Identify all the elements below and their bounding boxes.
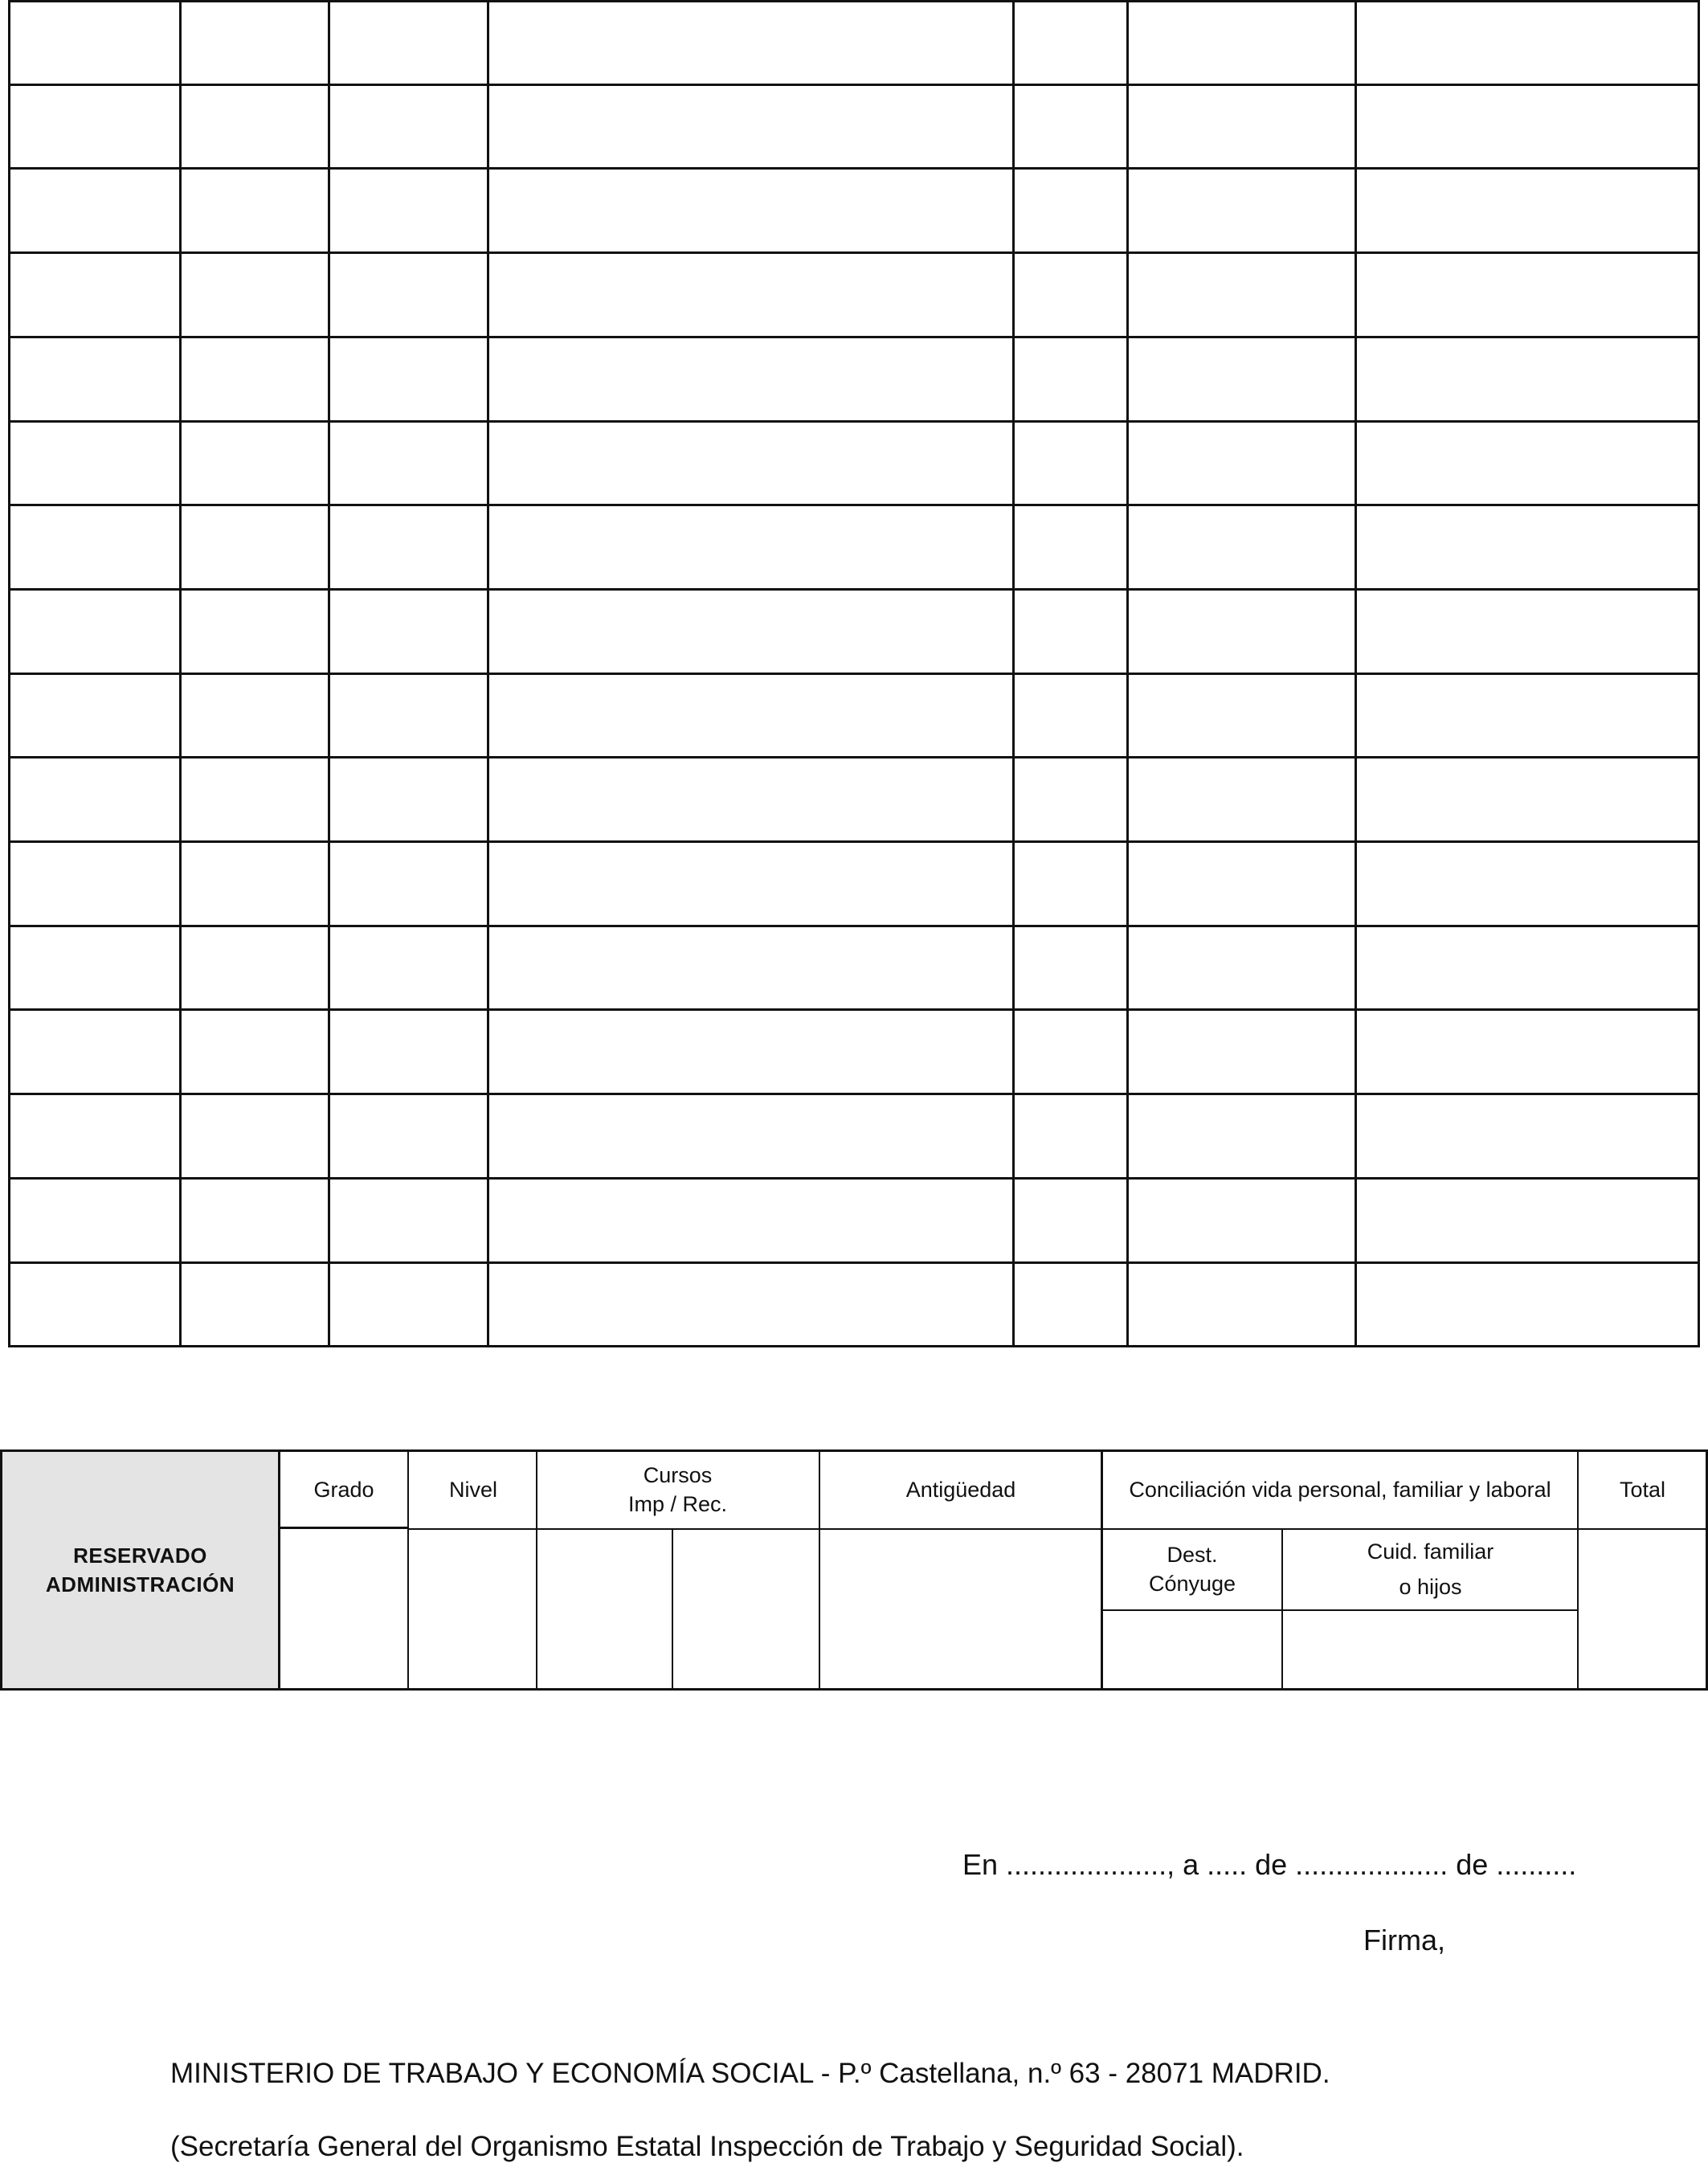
input-nivel[interactable] bbox=[410, 1530, 537, 1688]
table-cell[interactable] bbox=[10, 1095, 179, 1177]
table-cell[interactable] bbox=[10, 843, 179, 925]
place-date-line: En ...................., a ..... de ................... de .......... bbox=[962, 1848, 1577, 1881]
table-cell[interactable] bbox=[1129, 758, 1355, 840]
table-cell[interactable] bbox=[10, 1180, 179, 1261]
header-nivel: Nivel bbox=[448, 1477, 497, 1502]
table-cell[interactable] bbox=[182, 1011, 328, 1093]
table-cell[interactable] bbox=[1357, 86, 1698, 167]
table-cell[interactable] bbox=[1129, 170, 1355, 251]
reserved-admin-label: RESERVADO ADMINISTRACIÓN bbox=[45, 1543, 235, 1597]
table-cell[interactable] bbox=[10, 423, 179, 504]
table-cell[interactable] bbox=[1129, 927, 1355, 1008]
table-cell[interactable] bbox=[1357, 170, 1698, 251]
table-cell[interactable] bbox=[1357, 338, 1698, 420]
table-cell[interactable] bbox=[1015, 338, 1126, 420]
input-cursos-imp[interactable] bbox=[537, 1530, 672, 1688]
table-cell[interactable] bbox=[182, 86, 328, 167]
table-cell[interactable] bbox=[1129, 1011, 1355, 1093]
table-cell[interactable] bbox=[489, 1264, 1012, 1345]
table-cell[interactable] bbox=[489, 254, 1012, 336]
table-cell[interactable] bbox=[489, 591, 1012, 673]
table-cell[interactable] bbox=[489, 843, 1012, 925]
header-grado: Grado bbox=[313, 1477, 374, 1502]
table-cell[interactable] bbox=[10, 170, 179, 251]
table-cell[interactable] bbox=[1129, 338, 1355, 420]
table-cell[interactable] bbox=[489, 423, 1012, 504]
table-cell[interactable] bbox=[489, 86, 1012, 167]
table-cell[interactable] bbox=[10, 506, 179, 588]
table-cell[interactable] bbox=[330, 758, 487, 840]
table-cell[interactable] bbox=[489, 675, 1012, 756]
admin-border-left bbox=[0, 1449, 2, 1691]
table-cell[interactable] bbox=[1357, 675, 1698, 756]
table-cell[interactable] bbox=[1015, 758, 1126, 840]
input-grado[interactable] bbox=[280, 1530, 407, 1688]
table-cell[interactable] bbox=[330, 675, 487, 756]
table-cell[interactable] bbox=[182, 1264, 328, 1345]
table-cell[interactable] bbox=[1015, 254, 1126, 336]
admin-divider bbox=[407, 1449, 409, 1691]
table-cell[interactable] bbox=[182, 591, 328, 673]
table-cell[interactable] bbox=[182, 758, 328, 840]
table-cell[interactable] bbox=[330, 86, 487, 167]
table-cell[interactable] bbox=[1015, 86, 1126, 167]
input-dest-conyuge[interactable] bbox=[1103, 1612, 1281, 1688]
table-cell[interactable] bbox=[489, 1011, 1012, 1093]
table-cell[interactable] bbox=[1015, 675, 1126, 756]
admin-divider bbox=[672, 1529, 673, 1691]
table-cell[interactable] bbox=[330, 591, 487, 673]
input-antiguedad[interactable] bbox=[821, 1530, 1101, 1688]
table-cell[interactable] bbox=[10, 254, 179, 336]
table-cell[interactable] bbox=[182, 2, 328, 84]
table-cell[interactable] bbox=[182, 254, 328, 336]
table-cell[interactable] bbox=[1129, 675, 1355, 756]
table-cell[interactable] bbox=[1015, 843, 1126, 925]
header-conciliacion: Conciliación vida personal, familiar y laboral bbox=[1129, 1477, 1551, 1502]
table-cell[interactable] bbox=[1357, 1180, 1698, 1261]
table-cell[interactable] bbox=[1129, 86, 1355, 167]
subheader-cuid-familiar: Cuid. familiar o hijos bbox=[1367, 1539, 1494, 1599]
header-cursos: Cursos Imp / Rec. bbox=[627, 1462, 728, 1516]
table-cell[interactable] bbox=[1129, 1095, 1355, 1177]
table-cell[interactable] bbox=[1357, 506, 1698, 588]
admin-divider bbox=[1103, 1609, 1577, 1611]
table-cell[interactable] bbox=[1129, 2, 1355, 84]
table-cell[interactable] bbox=[182, 843, 328, 925]
table-cell[interactable] bbox=[182, 675, 328, 756]
table-cell[interactable] bbox=[330, 2, 487, 84]
footer-secretaria: (Secretaría General del Organismo Estatal Inspección de Trabajo y Seguridad Social). bbox=[170, 2131, 1244, 2162]
header-total: Total bbox=[1619, 1477, 1666, 1502]
admin-divider bbox=[280, 1527, 407, 1529]
table-cell[interactable] bbox=[1015, 1264, 1126, 1345]
admin-divider bbox=[278, 1449, 280, 1691]
table-cell[interactable] bbox=[330, 423, 487, 504]
table-cell[interactable] bbox=[489, 2, 1012, 84]
footer-address: MINISTERIO DE TRABAJO Y ECONOMÍA SOCIAL - P.º Castellana, n.º 63 - 28071 MADRID. bbox=[170, 2058, 1330, 2089]
grid-hline bbox=[8, 1345, 1700, 1347]
table-cell[interactable] bbox=[1015, 927, 1126, 1008]
table-cell[interactable] bbox=[182, 506, 328, 588]
table-cell[interactable] bbox=[10, 2, 179, 84]
admin-divider bbox=[819, 1449, 820, 1691]
table-cell[interactable] bbox=[330, 1095, 487, 1177]
table-cell[interactable] bbox=[182, 1180, 328, 1261]
table-cell[interactable] bbox=[10, 1264, 179, 1345]
table-cell[interactable] bbox=[1015, 1095, 1126, 1177]
admin-reserved-table bbox=[0, 1449, 1708, 1691]
table-cell[interactable] bbox=[1129, 591, 1355, 673]
admin-divider bbox=[1577, 1449, 1579, 1691]
table-cell[interactable] bbox=[1357, 1264, 1698, 1345]
table-cell[interactable] bbox=[330, 843, 487, 925]
table-cell[interactable] bbox=[182, 1095, 328, 1177]
table-cell[interactable] bbox=[182, 423, 328, 504]
table-cell[interactable] bbox=[489, 927, 1012, 1008]
table-cell[interactable] bbox=[1129, 423, 1355, 504]
input-cuid-familiar[interactable] bbox=[1284, 1612, 1577, 1688]
table-cell[interactable] bbox=[330, 506, 487, 588]
table-cell[interactable] bbox=[1015, 506, 1126, 588]
table-cell[interactable] bbox=[489, 1095, 1012, 1177]
input-total[interactable] bbox=[1579, 1530, 1706, 1688]
admin-divider bbox=[409, 1528, 1706, 1530]
table-cell[interactable] bbox=[489, 758, 1012, 840]
table-cell[interactable] bbox=[182, 170, 328, 251]
table-cell[interactable] bbox=[1357, 423, 1698, 504]
table-cell[interactable] bbox=[330, 254, 487, 336]
table-cell[interactable] bbox=[1129, 506, 1355, 588]
admin-border-bottom bbox=[0, 1688, 1708, 1691]
signature-label: Firma, bbox=[1363, 1924, 1445, 1956]
table-cell[interactable] bbox=[1357, 927, 1698, 1008]
table-cell[interactable] bbox=[330, 927, 487, 1008]
table-cell[interactable] bbox=[330, 1011, 487, 1093]
table-cell[interactable] bbox=[1015, 170, 1126, 251]
table-cell[interactable] bbox=[1357, 758, 1698, 840]
grid-vline bbox=[1698, 0, 1700, 1347]
table-cell[interactable] bbox=[1357, 1011, 1698, 1093]
table-cell[interactable] bbox=[10, 758, 179, 840]
table-cell[interactable] bbox=[1129, 843, 1355, 925]
table-cell[interactable] bbox=[1015, 1180, 1126, 1261]
table-cell[interactable] bbox=[489, 338, 1012, 420]
table-cell[interactable] bbox=[489, 506, 1012, 588]
reserved-admin-cell bbox=[2, 1452, 278, 1688]
table-cell[interactable] bbox=[10, 927, 179, 1008]
table-cell[interactable] bbox=[489, 170, 1012, 251]
input-cursos-rec[interactable] bbox=[674, 1530, 818, 1688]
table-cell[interactable] bbox=[1129, 1180, 1355, 1261]
subheader-dest-conyuge: Dest. Cónyuge bbox=[1148, 1543, 1236, 1596]
header-antiguedad: Antigüedad bbox=[905, 1477, 1016, 1502]
admin-border-top bbox=[0, 1449, 1708, 1452]
table-cell[interactable] bbox=[1015, 2, 1126, 84]
table-cell[interactable] bbox=[330, 338, 487, 420]
admin-divider bbox=[1101, 1449, 1103, 1691]
table-cell[interactable] bbox=[489, 1180, 1012, 1261]
table-cell[interactable] bbox=[10, 338, 179, 420]
table-cell[interactable] bbox=[1015, 423, 1126, 504]
table-cell[interactable] bbox=[1129, 254, 1355, 336]
table-cell[interactable] bbox=[1357, 843, 1698, 925]
table-cell[interactable] bbox=[330, 170, 487, 251]
table-cell[interactable] bbox=[1015, 591, 1126, 673]
table-cell[interactable] bbox=[1129, 1264, 1355, 1345]
table-cell[interactable] bbox=[1357, 254, 1698, 336]
table-cell[interactable] bbox=[182, 338, 328, 420]
table-cell[interactable] bbox=[10, 675, 179, 756]
table-cell[interactable] bbox=[182, 927, 328, 1008]
table-cell[interactable] bbox=[10, 1011, 179, 1093]
admin-divider bbox=[536, 1449, 537, 1691]
table-cell[interactable] bbox=[10, 591, 179, 673]
table-cell[interactable] bbox=[330, 1264, 487, 1345]
table-cell[interactable] bbox=[1015, 1011, 1126, 1093]
table-cell[interactable] bbox=[10, 86, 179, 167]
table-cell[interactable] bbox=[1357, 591, 1698, 673]
table-cell[interactable] bbox=[1357, 2, 1698, 84]
table-cell[interactable] bbox=[1357, 1095, 1698, 1177]
table-cell[interactable] bbox=[330, 1180, 487, 1261]
